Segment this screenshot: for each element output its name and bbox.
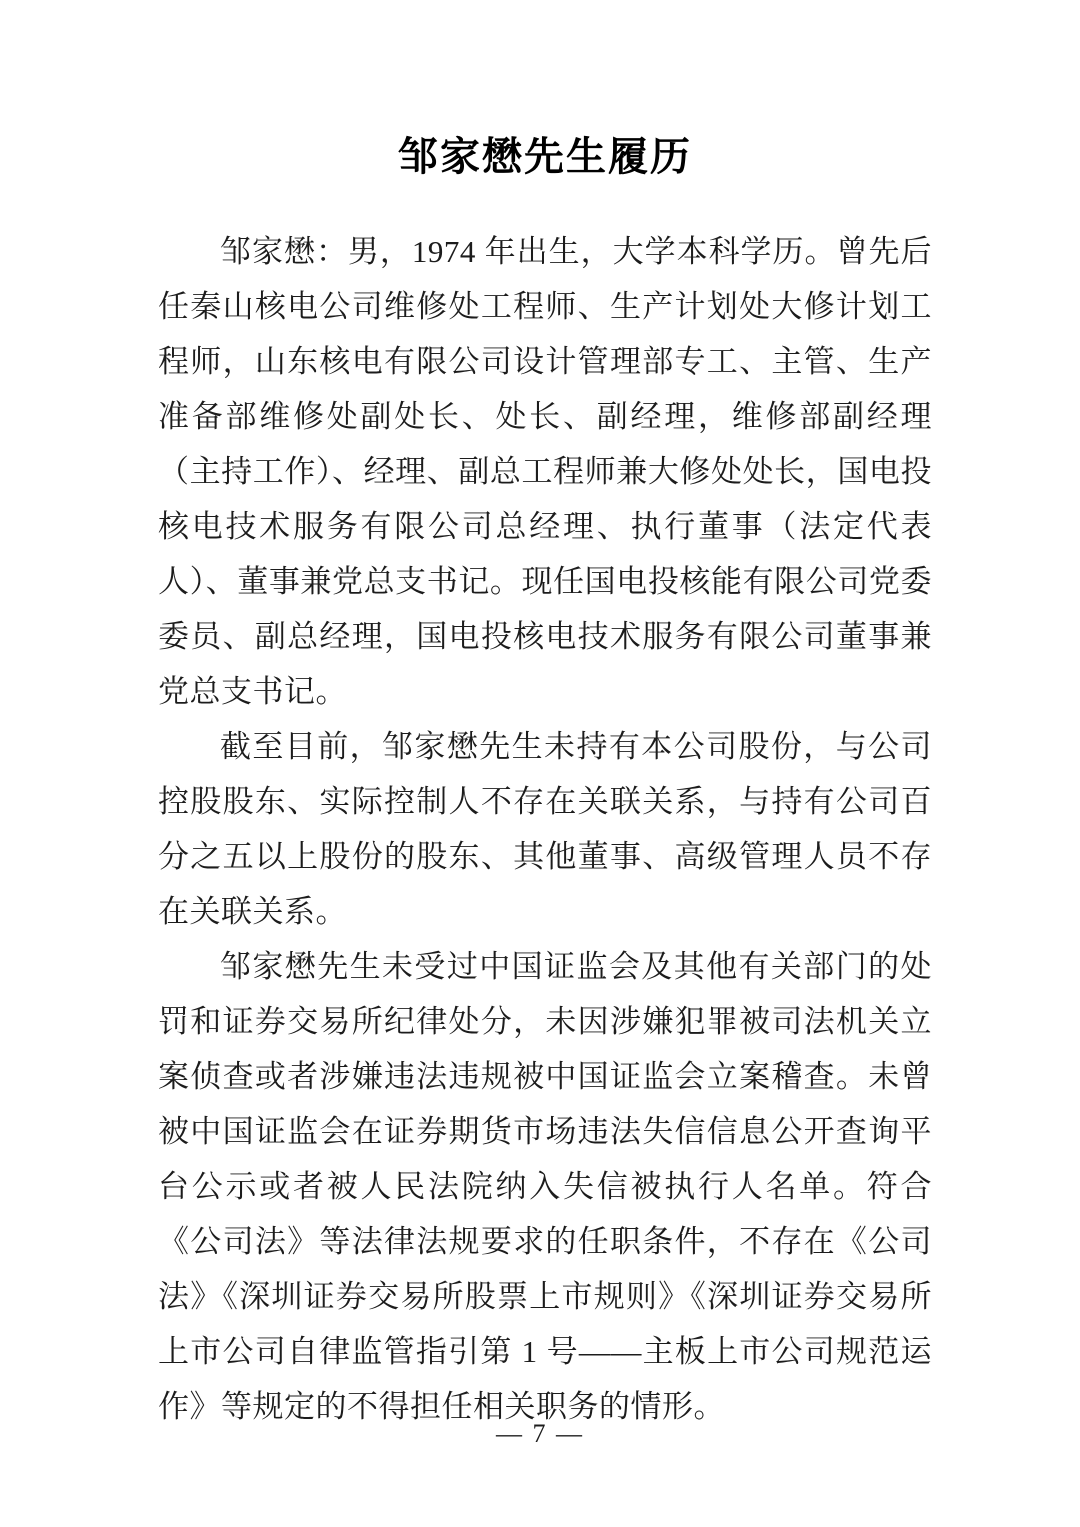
page-title: 邹家懋先生履历 <box>398 134 692 179</box>
paragraph-shareholding-relations: 截至目前，邹家懋先生未持有本公司股份，与公司控股股东、实际控制人不存在关联关系，与持有公司百分之五以上股份的股东、其他董事、高级管理人员不存在关联关系。 <box>158 729 932 929</box>
paragraph-compliance-statement: 邹家懋先生未受过中国证监会及其他有关部门的处罚和证券交易所纪律处分，未因涉嫌犯罪被司法机关立案侦查或者涉嫌违法违规被中国证监会立案稽查。未曾被中国证监会在证券期货市场违法失信信息公开查询平台公示或者被人民法院纳入失信被执行人名单。符合《公司法》等法律法规要求的任职条件，不存在《公司法》《深圳证券交易所股票上市规则》《深圳证券交易所上市公司自律监管指引第 1 号——主板上市公司规范运作》等规定的不得担任相关职务的情形。 <box>158 949 932 1424</box>
document-body <box>158 224 932 1434</box>
paragraph-biography: 邹家懋：男，1974 年出生，大学本科学历。曾先后任秦山核电公司维修处工程师、生产计划处大修计划工程师，山东核电有限公司设计管理部专工、主管、生产准备部维修处副处长、处长、副经理，维修部副经理（主持工作）、经理、副总工程师兼大修处处长，国电投核电技术服务有限公司总经理、执行董事（法定代表人）、董事兼党总支书记。现任国电投核能有限公司党委委员、副总经理，国电投核电技术服务有限公司董事兼党总支书记。 <box>158 234 932 709</box>
page-number: — 7 — <box>496 1419 584 1448</box>
